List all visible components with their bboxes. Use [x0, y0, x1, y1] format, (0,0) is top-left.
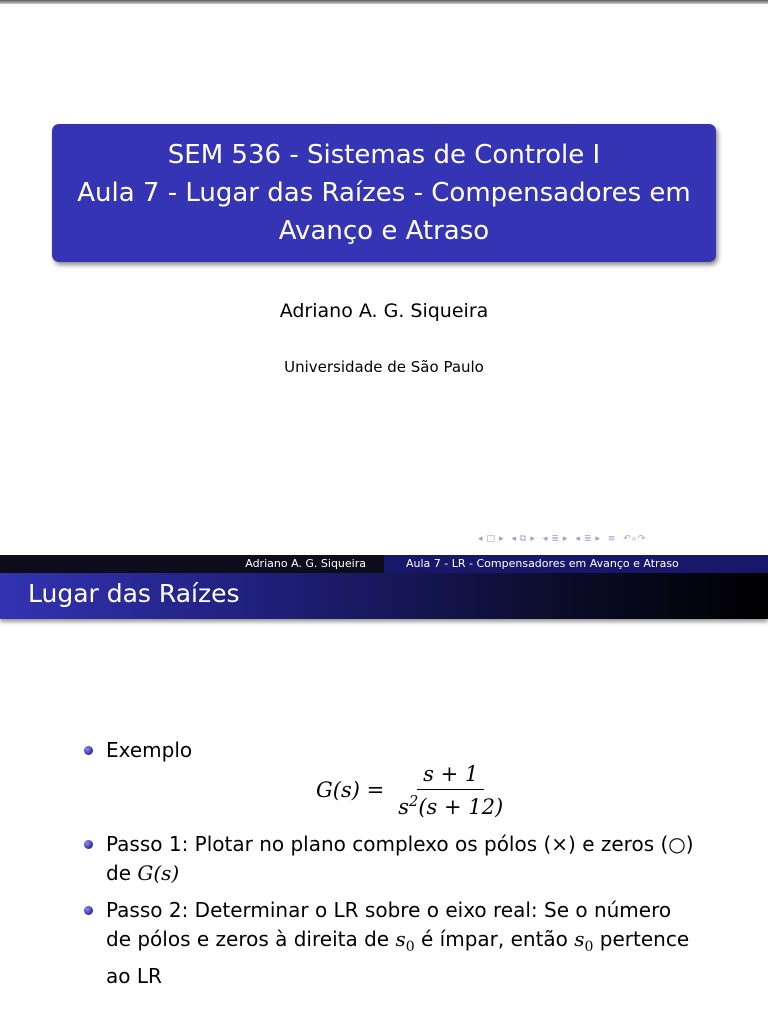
bullet-text: Passo 2: Determinar o LR sobre o eixo real: Se o número de pólos e zeros à direita de $s_0$ é ímpar, então $s_0$ pertence ao LR — [106, 898, 690, 988]
nav-right-arrow-icon[interactable]: ▸ — [562, 534, 569, 544]
transfer-function-equation — [316, 760, 507, 820]
frame-icon[interactable]: □ — [486, 534, 497, 544]
footer-author: Adriano A. G. Siqueira — [0, 555, 384, 573]
search-icon[interactable]: ↶⌕↷ — [623, 534, 647, 544]
subsection-icon[interactable]: ⧉ — [519, 534, 528, 544]
equation-fraction — [394, 762, 507, 819]
footer-short-title: Aula 7 - LR - Compensadores em Avanço e Atraso — [384, 555, 768, 573]
nav-left-arrow-icon[interactable]: ◂ — [542, 534, 549, 544]
section-icon[interactable]: ≣ — [551, 534, 560, 544]
footline — [0, 555, 768, 573]
bullet-dot-icon — [84, 906, 93, 915]
frame-title-bar — [0, 573, 768, 619]
equation-lhs: G(s) = — [316, 778, 385, 802]
bullet-step-1 — [84, 830, 724, 888]
nav-left-arrow-icon[interactable]: ◂ — [478, 534, 484, 544]
align-icon[interactable]: ≡ — [607, 534, 617, 544]
nav-right-arrow-icon[interactable]: ▸ — [499, 534, 505, 544]
equation-denominator: $s^2(s + 12)$ — [398, 792, 504, 819]
title-line-2: Aula 7 - Lugar das Raízes - Compensadores em — [77, 178, 691, 208]
nav-right-arrow-icon[interactable]: ▸ — [595, 534, 601, 544]
title-block — [52, 124, 716, 262]
bullet-text: Passo 1: Plotar no plano complexo os pólos (×) e zeros (○) de G(s) — [106, 832, 694, 885]
bullet-text: Exemplo — [106, 738, 193, 762]
nav-left-arrow-icon[interactable]: ◂ — [511, 534, 517, 544]
beamer-navigation[interactable] — [478, 534, 768, 550]
bullet-dot-icon — [84, 746, 93, 755]
bullet-step-2 — [84, 896, 724, 991]
top-rule — [0, 0, 768, 4]
equation-numerator: s + 1 — [417, 762, 484, 790]
nav-right-arrow-icon[interactable]: ▸ — [530, 534, 536, 544]
author: Adriano A. G. Siqueira — [279, 300, 489, 322]
nav-left-arrow-icon[interactable]: ◂ — [575, 534, 581, 544]
bullet-dot-icon — [84, 840, 93, 849]
frame-title: Lugar das Raízes — [28, 579, 240, 608]
section-icon[interactable]: ≣ — [583, 534, 593, 544]
title-line-1: SEM 536 - Sistemas de Controle I — [167, 140, 601, 170]
title-line-3: Avanço e Atraso — [278, 216, 490, 246]
institute: Universidade de São Paulo — [284, 358, 484, 376]
